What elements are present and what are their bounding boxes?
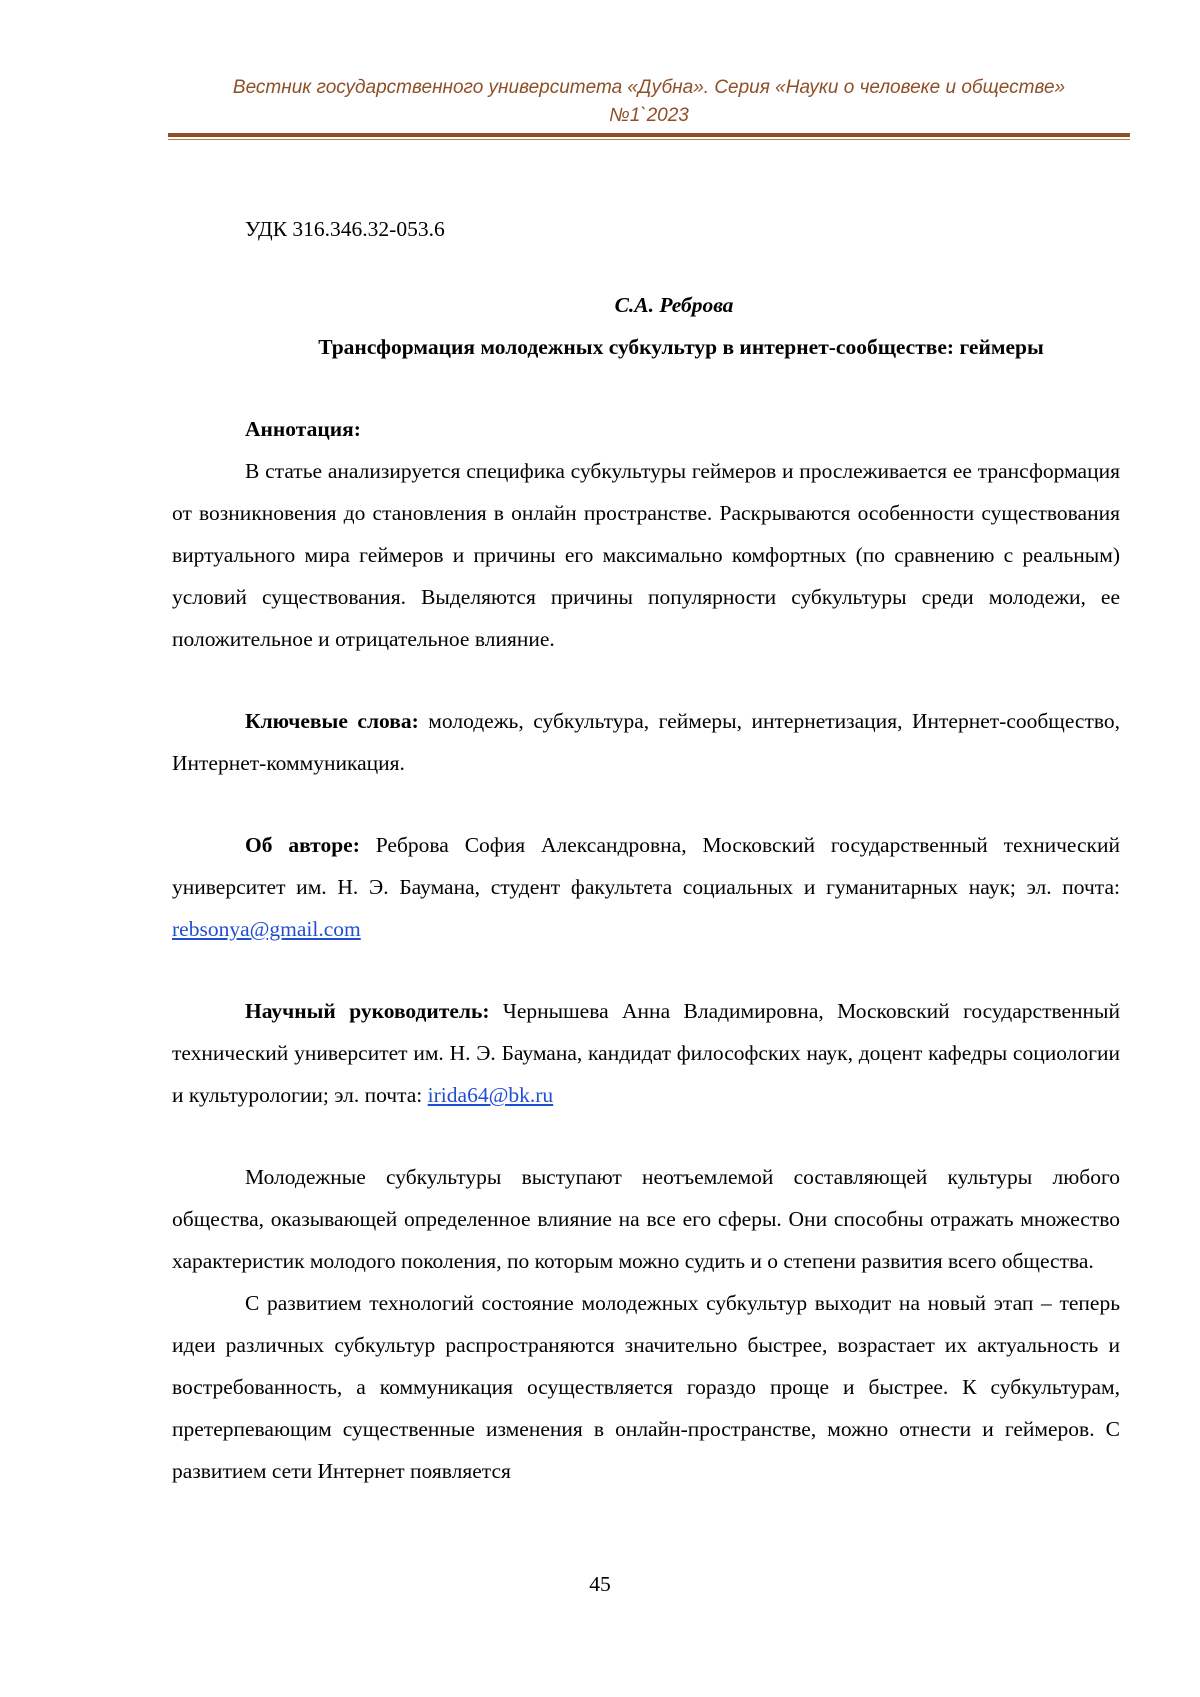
article-body: [172, 208, 1120, 1492]
keywords-text: молодежь, субкультура, геймеры, интернетизация, Интернет-сообщество, Интернет-коммуникация.: [172, 709, 1120, 775]
author-name: С.А. Реброва: [172, 284, 1120, 326]
supervisor-label: Научный руководитель:: [245, 999, 490, 1023]
page-number: 45: [0, 1572, 1200, 1597]
supervisor-email-link[interactable]: irida64@bk.ru: [428, 1083, 553, 1107]
keywords-label: Ключевые слова:: [245, 709, 419, 733]
supervisor-text: Чернышева Анна Владимировна, Московский государственный технический университет им. Н. Э. Баумана, кандидат философских наук, доцент кафедры социологии и культурологии; эл. почта:: [172, 999, 1120, 1107]
body-paragraph-2: С развитием технологий состояние молодежных субкультур выходит на новый этап – теперь идеи различных субкультур распространяются значительно быстрее, возрастает их актуальность и востребованность, а коммуникация осуществляется гораздо проще и быстрее. К субкультурам, претерпевающим существенные изменения в онлайн-пространстве, можно отнести и геймеров. С развитием сети Интернет появляется: [172, 1282, 1120, 1492]
article-title: Трансформация молодежных субкультур в интернет-сообществе: геймеры: [172, 326, 1120, 368]
keywords-paragraph: [172, 700, 1120, 784]
header-rule-thin: [168, 139, 1130, 140]
journal-header: [168, 74, 1130, 130]
annotation-label: Аннотация:: [245, 408, 1120, 450]
journal-title: Вестник государственного университета «Дубна». Серия «Науки о человеке и обществе»: [168, 74, 1130, 102]
udk-code: УДК 316.346.32-053.6: [245, 208, 1120, 250]
journal-issue: №1`2023: [168, 102, 1130, 130]
supervisor-paragraph: [172, 990, 1120, 1116]
header-rule-thick: [168, 133, 1130, 137]
about-author-label: Об авторе:: [245, 833, 360, 857]
author-email-link[interactable]: rebsonya@gmail.com: [172, 917, 361, 941]
body-paragraph-1: Молодежные субкультуры выступают неотъемлемой составляющей культуры любого общества, оказывающей определенное влияние на все его сферы. Они способны отражать множество характеристик молодого поколения, по которым можно судить и о степени развития всего общества.: [172, 1156, 1120, 1282]
annotation-text: В статье анализируется специфика субкультуры геймеров и прослеживается ее трансформация от возникновения до становления в онлайн пространстве. Раскрываются особенности существования виртуального мира геймеров и причины его максимально комфортных (по сравнению с реальным) условий существования. Выделяются причины популярности субкультуры среди молодежи, ее положительное и отрицательное влияние.: [172, 450, 1120, 660]
about-author-paragraph: [172, 824, 1120, 950]
about-author-text: Реброва София Александровна, Московский государственный технический университет им. Н. Э. Баумана, студент факультета социальных и гуманитарных наук; эл. почта:: [172, 833, 1120, 899]
